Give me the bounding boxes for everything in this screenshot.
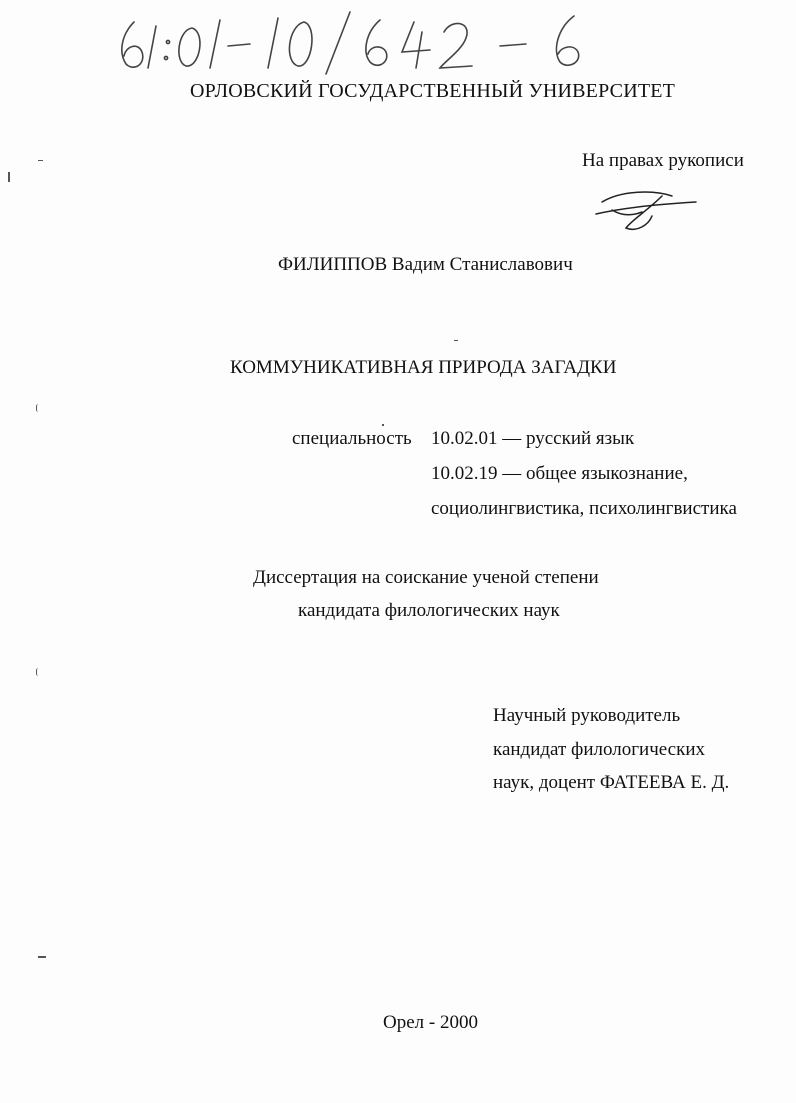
supervisor-line: Научный руководитель: [493, 705, 681, 726]
degree-statement: Диссертация на соискание ученой степени: [253, 567, 599, 588]
handwritten-archive-code: [112, 6, 632, 78]
specialty-label: специальность: [292, 428, 412, 449]
scan-mark: [38, 956, 46, 958]
scan-mark: [36, 404, 41, 412]
scan-mark: [8, 172, 10, 182]
specialty-line: социолингвистика, психолингвистика: [431, 498, 737, 519]
specialty-line: 10.02.19 — общее языкознание,: [431, 463, 688, 484]
manuscript-rights-note: На правах рукописи: [582, 150, 744, 171]
scan-mark: [454, 340, 458, 341]
scan-mark: [382, 424, 384, 426]
supervisor-line: наук, доцент ФАТЕЕВА Е. Д.: [493, 772, 730, 793]
specialty-line: 10.02.01 — русский язык: [431, 428, 635, 449]
degree-statement: кандидата филологических наук: [298, 600, 560, 621]
supervisor-line: кандидат филологических: [493, 739, 705, 760]
scan-mark: [36, 668, 41, 676]
author-name: ФИЛИППОВ Вадим Станиславович: [278, 254, 573, 275]
city-year: Орел - 2000: [383, 1012, 478, 1033]
university-name: ОРЛОВСКИЙ ГОСУДАРСТВЕННЫЙ УНИВЕРСИТЕТ: [190, 80, 676, 102]
scan-mark: [38, 160, 43, 161]
dissertation-title: КОММУНИКАТИВНАЯ ПРИРОДА ЗАГАДКИ: [230, 357, 617, 378]
signature-icon: [592, 186, 704, 238]
